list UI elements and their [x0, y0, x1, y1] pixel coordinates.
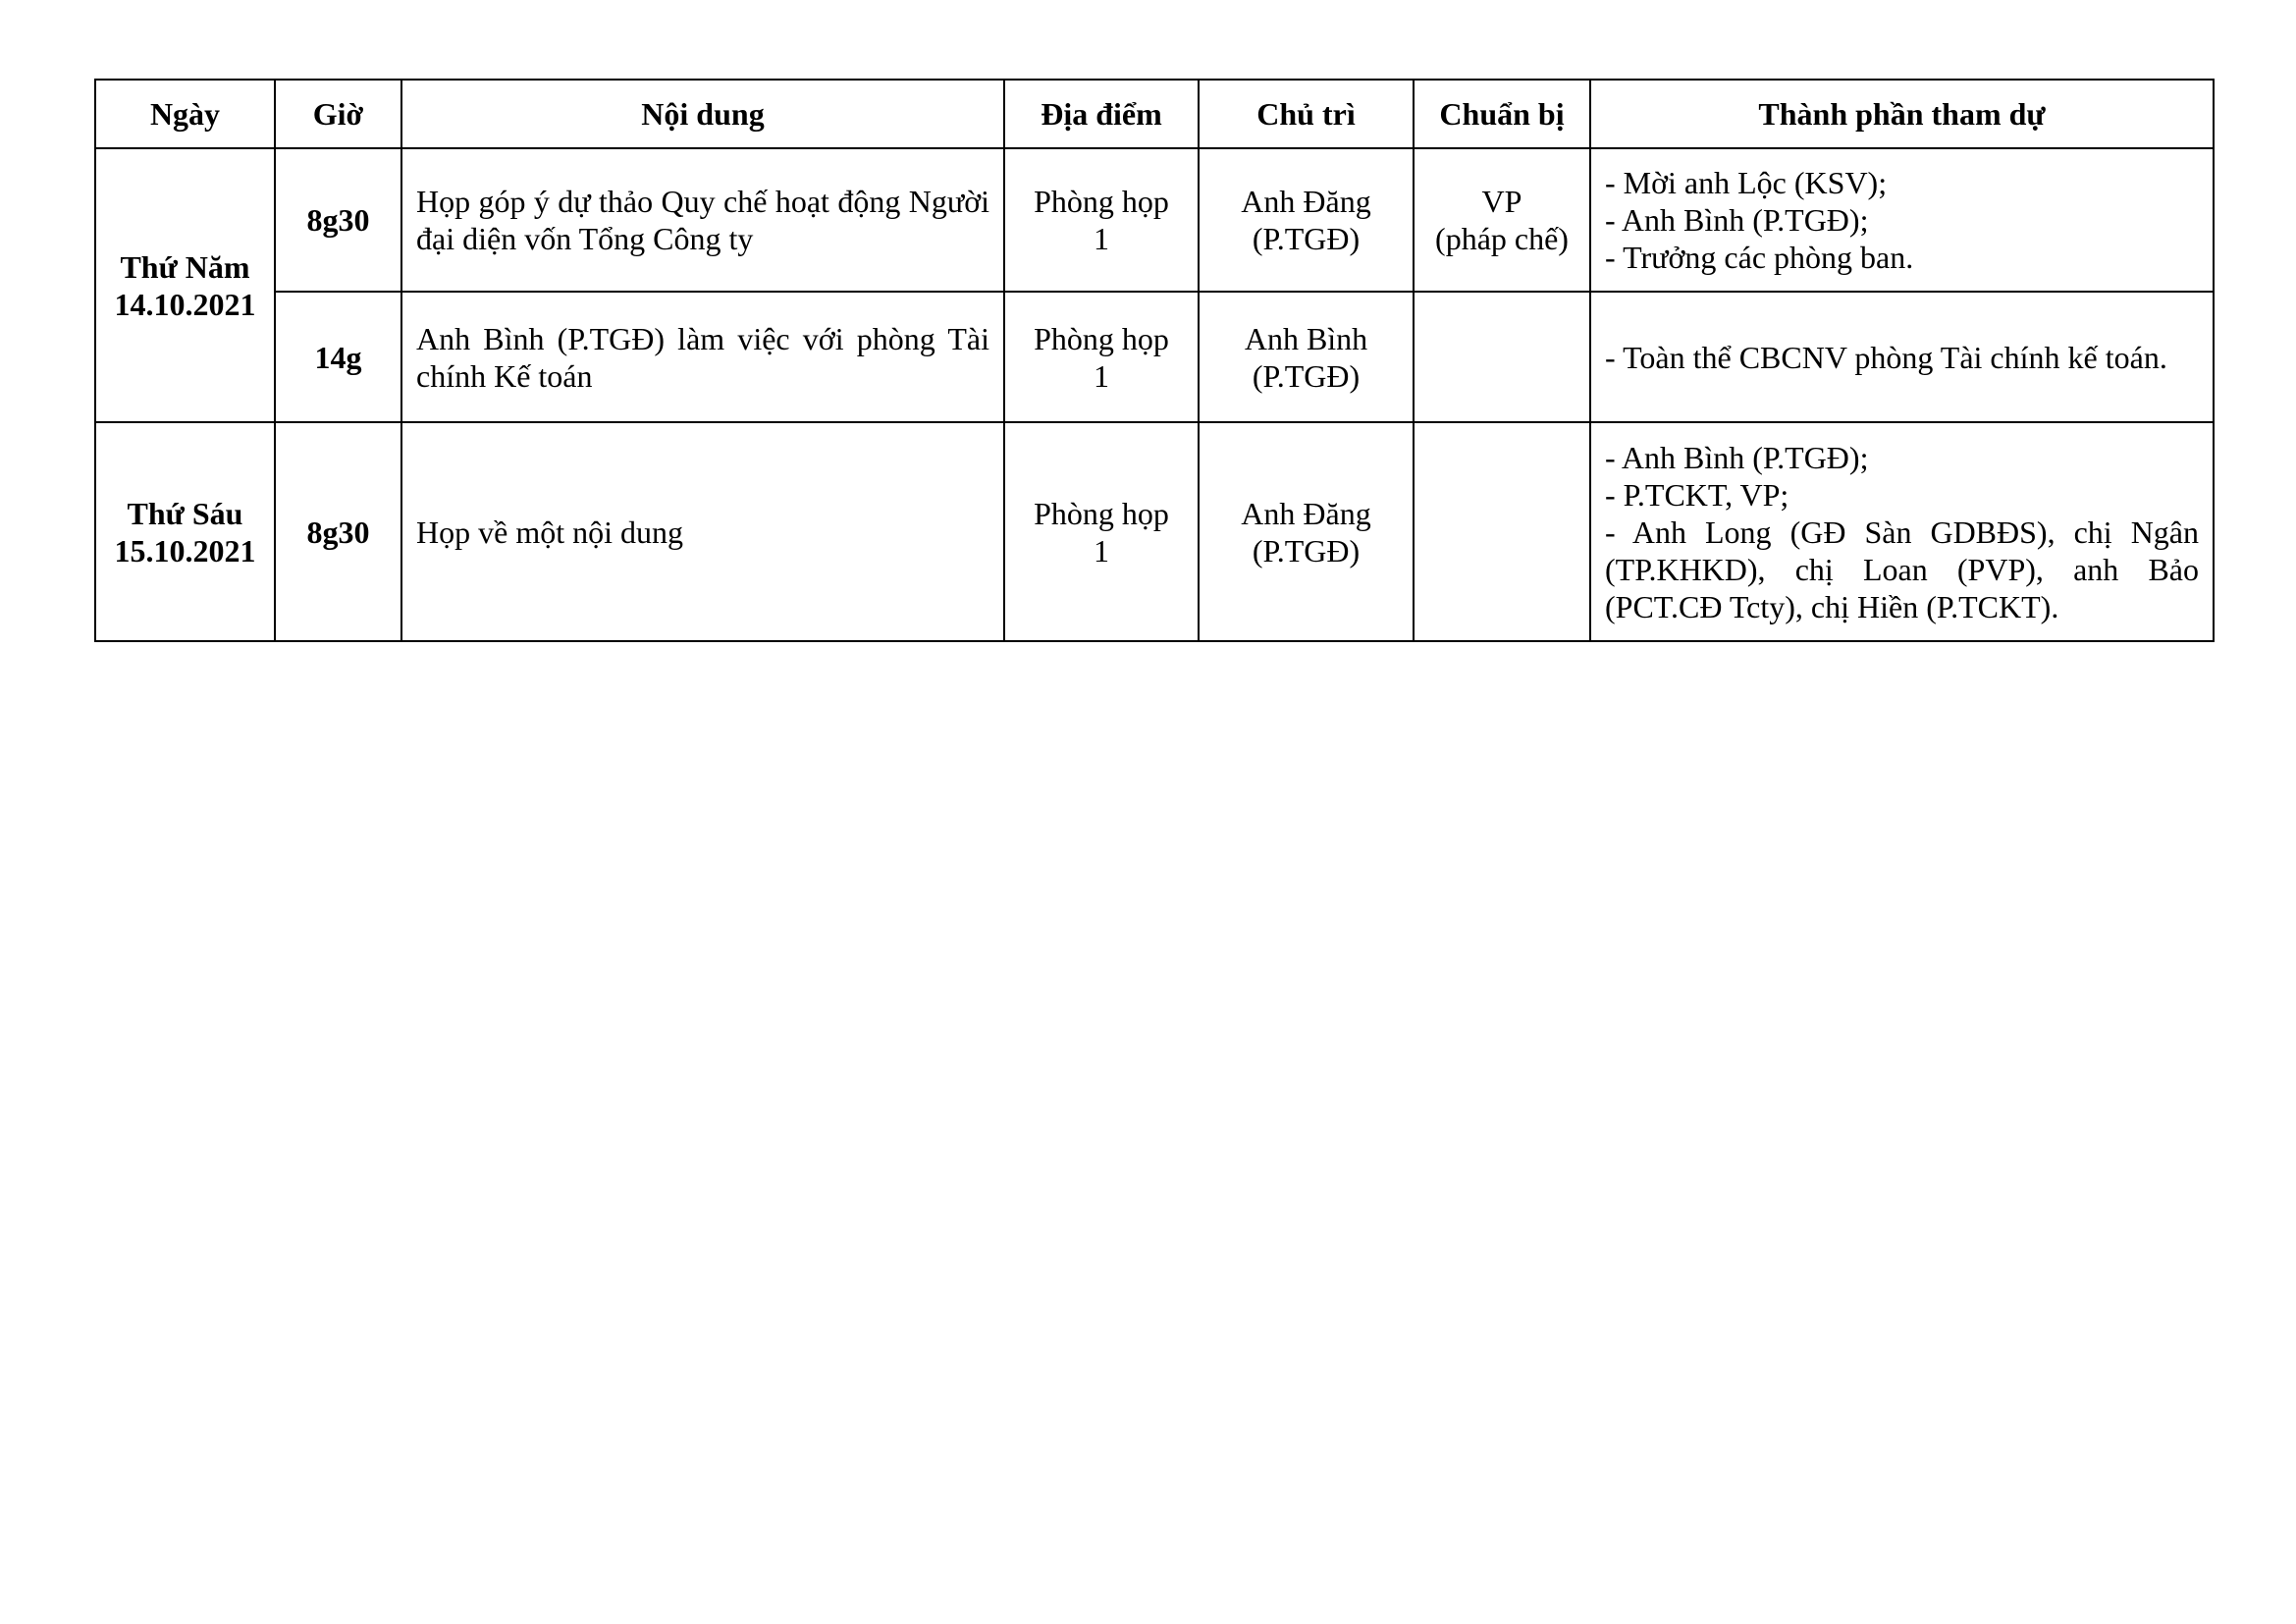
location-line: 1: [1094, 357, 1109, 394]
header-day: Ngày: [95, 80, 275, 148]
content-cell: Họp góp ý dự thảo Quy chế hoạt động Người đại diện vốn Tổng Công ty: [401, 148, 1004, 292]
location-cell: [1004, 422, 1199, 641]
location-cell: [1004, 292, 1199, 422]
table-row: [95, 292, 2214, 422]
chair-line: (P.TGĐ): [1252, 221, 1361, 256]
header-preparation: Chuẩn bị: [1414, 80, 1590, 148]
time-cell: 8g30: [275, 148, 401, 292]
chair-line: Anh Đăng: [1241, 495, 1371, 531]
day-name: Thứ Năm: [120, 248, 250, 285]
location-line: 1: [1094, 221, 1109, 256]
content-cell: Họp về một nội dung: [401, 422, 1004, 641]
table-row: [95, 148, 2214, 292]
preparation-cell: [1414, 292, 1590, 422]
attendee-line: - Trưởng các phòng ban.: [1605, 240, 1914, 275]
chair-line: (P.TGĐ): [1252, 532, 1361, 568]
time-cell: 8g30: [275, 422, 401, 641]
location-line: 1: [1094, 532, 1109, 568]
chair-cell: [1199, 148, 1414, 292]
day-cell: [95, 422, 275, 641]
attendee-line: - Anh Bình (P.TGĐ);: [1605, 439, 1869, 475]
time-cell: 14g: [275, 292, 401, 422]
day-name: Thứ Sáu: [127, 495, 243, 531]
chair-line: Anh Bình: [1244, 320, 1368, 356]
location-line: Phòng họp: [1034, 495, 1169, 531]
location-line: Phòng họp: [1034, 320, 1169, 356]
meeting-schedule-table: [94, 79, 2215, 642]
header-chair: Chủ trì: [1199, 80, 1414, 148]
attendee-line: - P.TCKT, VP;: [1605, 476, 1789, 513]
chair-line: (P.TGĐ): [1252, 357, 1361, 394]
attendee-line: - Anh Bình (P.TGĐ);: [1605, 202, 1869, 238]
location-line: Phòng họp: [1034, 184, 1169, 219]
attendee-line: - Mời anh Lộc (KSV);: [1605, 165, 1888, 200]
header-time: Giờ: [275, 80, 401, 148]
header-content: Nội dung: [401, 80, 1004, 148]
day-date: 14.10.2021: [114, 286, 256, 322]
table-header-row: [95, 80, 2214, 148]
header-attendees: Thành phần tham dự: [1590, 80, 2214, 148]
attendees-cell: [1590, 422, 2214, 641]
attendee-line: - Anh Long (GĐ Sàn GDBĐS), chị Ngân (TP.KHKD), chị Loan (PVP), anh Bảo (PCT.CĐ Tcty), chị Hiền (P.TCKT).: [1605, 514, 2199, 624]
header-location: Địa điểm: [1004, 80, 1199, 148]
preparation-cell: [1414, 422, 1590, 641]
chair-cell: [1199, 292, 1414, 422]
location-cell: [1004, 148, 1199, 292]
content-cell: Anh Bình (P.TGĐ) làm việc với phòng Tài chính Kế toán: [401, 292, 1004, 422]
chair-line: Anh Đăng: [1241, 184, 1371, 219]
preparation-line: VP: [1481, 184, 1522, 219]
attendee-line: - Toàn thể CBCNV phòng Tài chính kế toán.: [1605, 339, 2167, 375]
day-date: 15.10.2021: [114, 532, 256, 568]
preparation-line: (pháp chế): [1435, 221, 1569, 256]
table-row: [95, 422, 2214, 641]
preparation-cell: [1414, 148, 1590, 292]
attendees-cell: [1590, 148, 2214, 292]
chair-cell: [1199, 422, 1414, 641]
day-cell: [95, 148, 275, 422]
attendees-cell: [1590, 292, 2214, 422]
